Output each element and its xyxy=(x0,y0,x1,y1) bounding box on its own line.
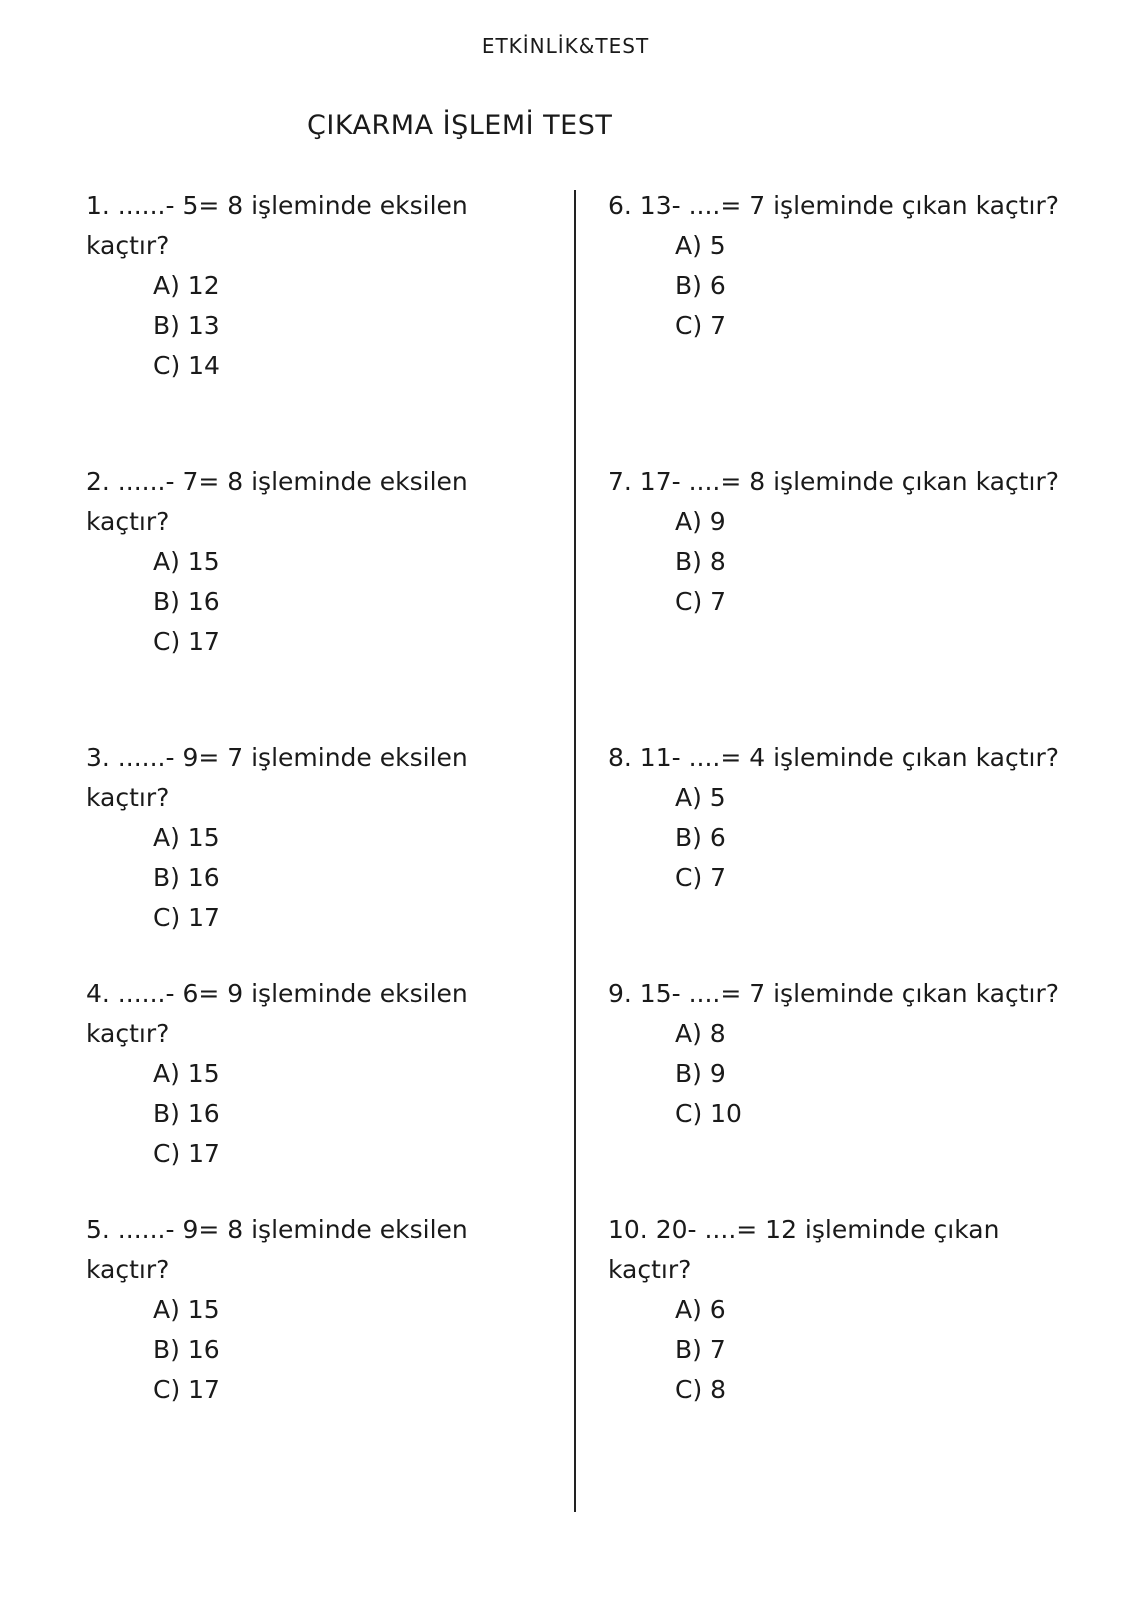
option-a: A) 15 xyxy=(153,547,220,576)
option-b: B) 8 xyxy=(675,547,726,576)
option-a: A) 8 xyxy=(675,1019,726,1048)
question-3 xyxy=(86,738,486,938)
option-c: C) 7 xyxy=(675,311,727,340)
question-2 xyxy=(86,462,486,662)
question-stem: 1. ......- 5= 8 işleminde eksilen kaçtır? xyxy=(86,191,476,260)
option-b: B) 16 xyxy=(153,1099,220,1128)
question-4 xyxy=(86,974,486,1174)
option-c: C) 7 xyxy=(675,863,727,892)
option-a: A) 12 xyxy=(153,271,220,300)
page-title: ÇIKARMA İŞLEMİ TEST xyxy=(307,110,613,141)
option-b: B) 6 xyxy=(675,271,726,300)
option-c: C) 17 xyxy=(153,903,220,932)
option-b: B) 7 xyxy=(675,1335,726,1364)
option-b: B) 13 xyxy=(153,311,220,340)
question-stem: 7. 17- ....= 8 işleminde çıkan kaçtır? xyxy=(608,467,1059,496)
option-a: A) 15 xyxy=(153,1295,220,1324)
question-stem: 8. 11- ....= 4 işleminde çıkan kaçtır? xyxy=(608,743,1059,772)
option-b: B) 9 xyxy=(675,1059,726,1088)
option-b: B) 6 xyxy=(675,823,726,852)
option-c: C) 14 xyxy=(153,351,220,380)
option-a: A) 15 xyxy=(153,823,220,852)
question-stem: 4. ......- 6= 9 işleminde eksilen kaçtır? xyxy=(86,979,476,1048)
option-c: C) 17 xyxy=(153,1375,220,1404)
question-9 xyxy=(608,974,1068,1134)
option-b: B) 16 xyxy=(153,1335,220,1364)
question-7 xyxy=(608,462,1068,622)
option-c: C) 7 xyxy=(675,587,727,616)
question-stem: 2. ......- 7= 8 işleminde eksilen kaçtır? xyxy=(86,467,476,536)
question-stem: 10. 20- ....= 12 işleminde çıkan kaçtır? xyxy=(608,1215,1008,1284)
question-stem: 5. ......- 9= 8 işleminde eksilen kaçtır? xyxy=(86,1215,476,1284)
question-1 xyxy=(86,186,486,386)
question-10 xyxy=(608,1210,1008,1410)
option-a: A) 5 xyxy=(675,231,726,260)
question-stem: 3. ......- 9= 7 işleminde eksilen kaçtır? xyxy=(86,743,476,812)
page-header: ETKİNLİK&TEST xyxy=(481,34,650,58)
option-a: A) 5 xyxy=(675,783,726,812)
question-stem: 6. 13- ....= 7 işleminde çıkan kaçtır? xyxy=(608,191,1059,220)
question-stem: 9. 15- ....= 7 işleminde çıkan kaçtır? xyxy=(608,979,1059,1008)
option-c: C) 10 xyxy=(675,1099,742,1128)
option-b: B) 16 xyxy=(153,863,220,892)
option-c: C) 17 xyxy=(153,1139,220,1168)
option-b: B) 16 xyxy=(153,587,220,616)
question-8 xyxy=(608,738,1068,898)
option-a: A) 9 xyxy=(675,507,726,536)
option-a: A) 15 xyxy=(153,1059,220,1088)
option-c: C) 17 xyxy=(153,627,220,656)
column-divider xyxy=(574,190,576,1512)
question-6 xyxy=(608,186,1068,346)
question-5 xyxy=(86,1210,486,1410)
option-c: C) 8 xyxy=(675,1375,727,1404)
option-a: A) 6 xyxy=(675,1295,726,1324)
